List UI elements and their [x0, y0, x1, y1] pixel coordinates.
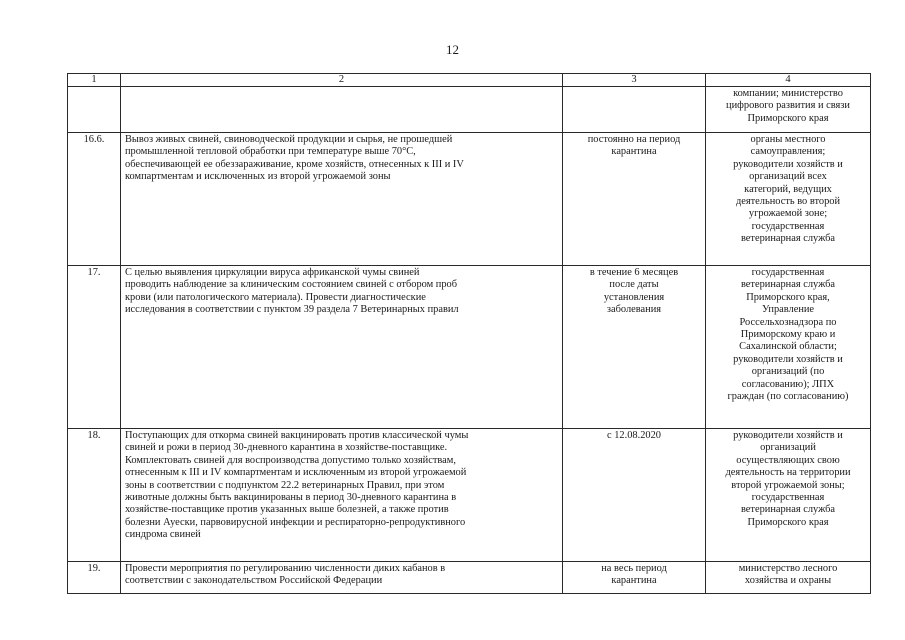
measure-description: [121, 429, 563, 562]
measure-description-line: свиней и рожи в период 30-дневного карантина в хозяйстве-поставщике.: [125, 442, 448, 454]
measure-term-line: после даты: [609, 279, 659, 291]
responsible-parties-line: государственная: [751, 220, 825, 232]
responsible-parties-line: Приморскому краю и: [740, 329, 836, 341]
responsible-parties-line: компании; министерство: [733, 88, 843, 99]
responsible-parties-line: ветеринарная служба: [740, 233, 836, 245]
measure-description: [121, 266, 563, 429]
responsible-parties: [706, 133, 871, 266]
measure-description-line: Провести мероприятия по регулированию численности диких кабанов в: [125, 563, 446, 574]
table-header: [68, 74, 871, 87]
responsible-parties-line: государственная: [751, 492, 825, 504]
measure-description-line: компартментам и исключенных из второй угрожаемой зоны: [125, 171, 391, 183]
responsible-parties-line: граждан (по согласованию): [727, 391, 849, 403]
measure-term: [563, 562, 706, 594]
measure-term: [563, 429, 706, 562]
measure-description: [121, 562, 563, 594]
measure-description-line: обеспечивающей ее обеззараживание, кроме хозяйств, отнесенных к III и IV: [125, 158, 464, 170]
table-row: [68, 429, 871, 562]
responsible-parties-line: осуществляющих свою: [736, 454, 840, 466]
responsible-parties-line: цифрового развития и связи: [726, 100, 850, 112]
table-row: [68, 133, 871, 266]
responsible-parties: [706, 87, 871, 133]
header-col-3: 3: [563, 74, 706, 87]
header-col-2: 2: [121, 74, 563, 87]
measure-description-line: С целью выявления циркуляции вируса африканской чумы свиней: [125, 267, 420, 278]
row-number: 18.: [68, 429, 121, 562]
responsible-parties-line: руководители хозяйств и: [733, 158, 843, 170]
responsible-parties-line: угрожаемой зоне;: [748, 208, 828, 220]
measure-description-line: крови (или патологического материала). Провести диагностические: [125, 291, 426, 303]
row-number: 16.6.: [68, 133, 121, 266]
measure-description-line: Поступающих для откорма свиней вакцинировать против классической чумы: [125, 430, 469, 441]
responsible-parties-line: Приморского края: [747, 516, 829, 528]
measure-term: [563, 133, 706, 266]
row-number: 17.: [68, 266, 121, 429]
header-col-4: 4: [706, 74, 871, 87]
measure-description-line: Комплектовать свиней для воспроизводства допустимо только хозяйствам,: [125, 454, 456, 466]
responsible-parties-line: категорий, ведущих: [744, 183, 832, 195]
responsible-parties-line: Управление: [761, 304, 815, 316]
measure-term-line: заболевания: [606, 304, 662, 316]
measure-description-line: соответствии с законодательством Российской Федерации: [125, 575, 383, 587]
row-number: [68, 87, 121, 133]
responsible-parties: [706, 562, 871, 594]
measure-description: [121, 87, 563, 133]
measure-term-line: установления: [603, 291, 665, 303]
responsible-parties-line: Россельхознадзора по: [739, 316, 837, 328]
responsible-parties-line: деятельность на территории: [725, 467, 851, 479]
measure-term-line: в течение 6 месяцев: [589, 267, 679, 278]
measure-term-line: на весь период: [601, 563, 667, 574]
measure-term-line: с 12.08.2020: [607, 430, 661, 441]
measure-description-line: отнесенным к III и IV компартментам и исключенным из второй угрожаемой: [125, 467, 467, 479]
responsible-parties-line: хозяйства и охраны: [744, 575, 832, 587]
table-body: [68, 87, 871, 594]
responsible-parties-line: Сахалинской области;: [739, 341, 837, 353]
row-number: 19.: [68, 562, 121, 594]
responsible-parties-line: организаций всех: [749, 171, 827, 183]
measure-description-line: промышленной тепловой обработки при температуре выше 70°С,: [125, 146, 416, 158]
responsible-parties-line: министерство лесного: [738, 563, 838, 574]
measure-description-line: хозяйстве-поставщике против указанных выше болезней, а также против: [125, 504, 449, 516]
measure-term-line: постоянно на период: [587, 134, 681, 145]
measure-description-line: болезни Ауески, парвовирусной инфекции и респираторно-репродуктивного: [125, 516, 466, 528]
page-number: 12: [446, 42, 459, 57]
responsible-parties-line: руководители хозяйств и: [733, 430, 843, 441]
header-row: [68, 74, 871, 87]
table-row: [68, 266, 871, 429]
responsible-parties-line: самоуправления;: [750, 146, 826, 158]
responsible-parties-line: государственная: [751, 267, 825, 278]
responsible-parties-line: руководители хозяйств и: [733, 353, 843, 365]
measure-description-line: зоны в соответствии с подпунктом 22.2 ветеринарных Правил, при этом: [125, 479, 445, 491]
measure-description: [121, 133, 563, 266]
table-row: [68, 562, 871, 594]
header-col-1: 1: [68, 74, 121, 87]
measures-table: [67, 73, 871, 594]
responsible-parties: [706, 429, 871, 562]
measure-term: [563, 87, 706, 133]
measure-description-line: синдрома свиней: [125, 529, 201, 541]
responsible-parties-line: согласованию); ЛПХ: [741, 378, 835, 390]
measure-term-line: карантина: [611, 146, 657, 158]
responsible-parties-line: ветеринарная служба: [740, 504, 836, 516]
measure-description-line: проводить наблюдение за клиническим состоянием свиней с отбором проб: [125, 279, 458, 291]
measure-description-line: исследования в соответствии с пунктом 39 раздела 7 Ветеринарных правил: [125, 304, 459, 316]
responsible-parties-line: организаций: [760, 442, 816, 454]
responsible-parties: [706, 266, 871, 429]
responsible-parties-line: второй угрожаемой зоны;: [731, 479, 845, 491]
table-row: [68, 87, 871, 133]
measure-description-line: животные должны быть вакцинированы в период 30-дневного карантина в: [125, 492, 457, 504]
measure-term: [563, 266, 706, 429]
responsible-parties-line: Приморского края,: [746, 291, 830, 303]
measure-term-line: карантина: [611, 575, 657, 587]
responsible-parties-line: Приморского края: [747, 112, 829, 124]
responsible-parties-line: деятельность во второй: [735, 196, 841, 208]
responsible-parties-line: организаций (по: [751, 366, 825, 378]
responsible-parties-line: ветеринарная служба: [740, 279, 836, 291]
measure-description-line: Вывоз живых свиней, свиноводческой продукции и сырья, не прошедшей: [125, 134, 453, 145]
responsible-parties-line: органы местного: [750, 134, 826, 145]
